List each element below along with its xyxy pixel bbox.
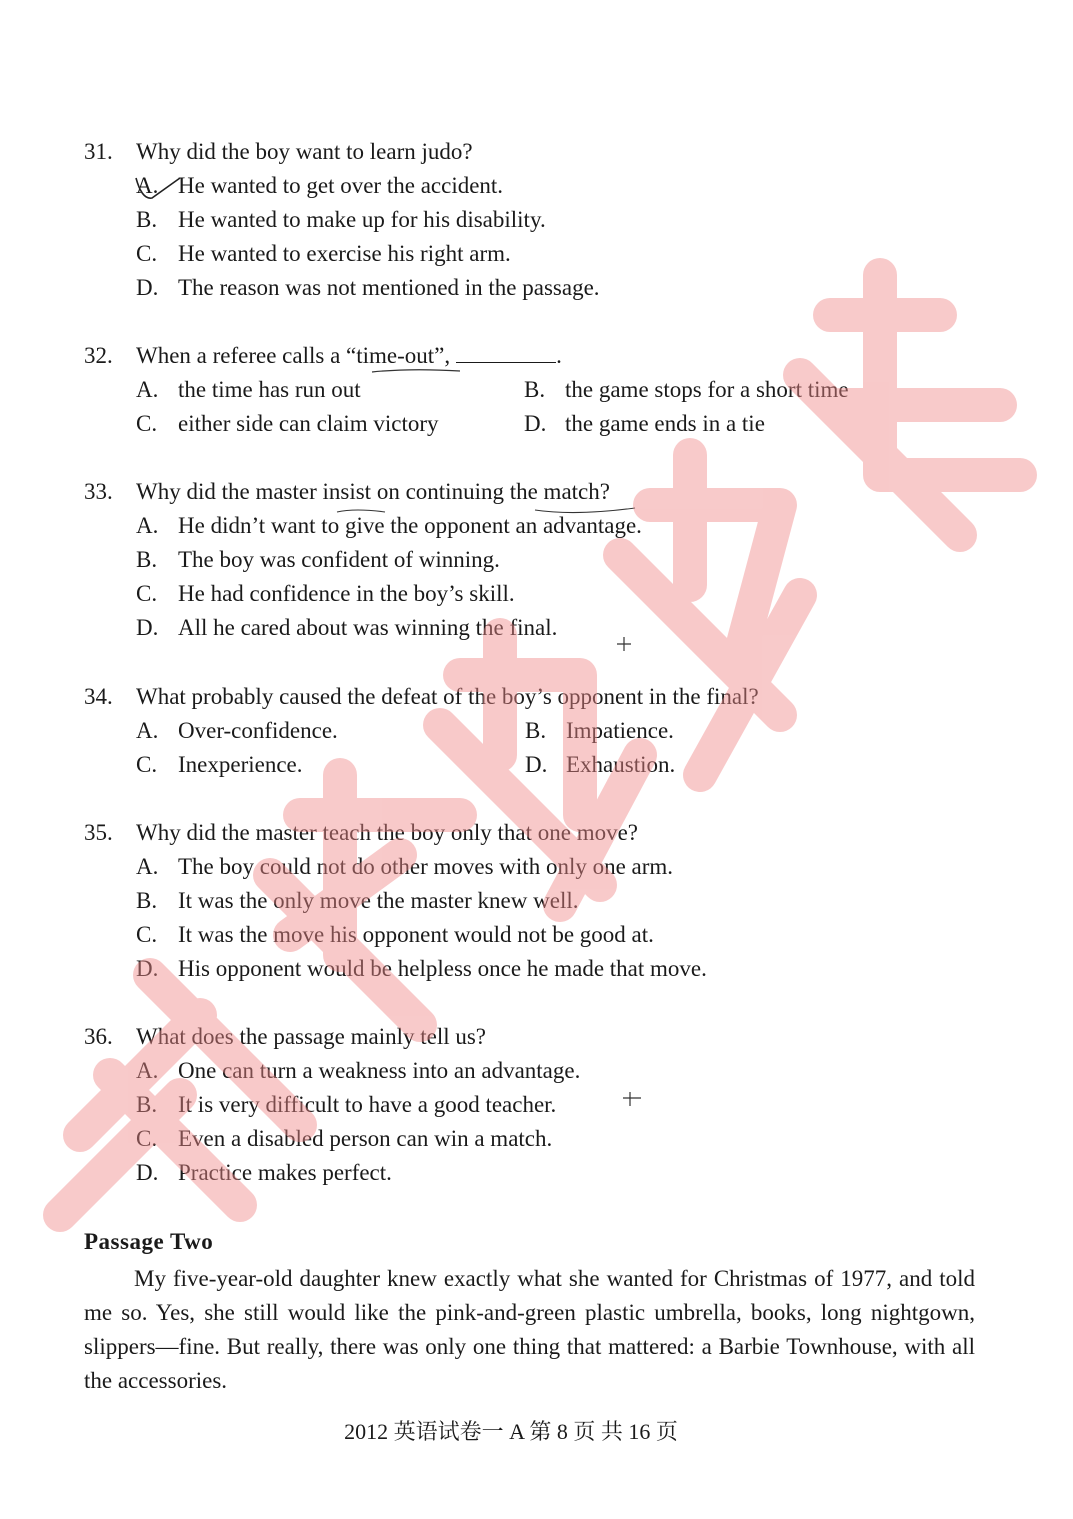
option-text: His opponent would be helpless once he made that move.	[178, 956, 707, 981]
option-text: The reason was not mentioned in the passage.	[178, 275, 600, 300]
question-number: 34.	[84, 684, 113, 709]
option-letter: C.	[136, 411, 158, 436]
option-text: He didn’t want to give the opponent an advantage.	[178, 513, 642, 538]
option-letter: B.	[136, 1092, 158, 1117]
option-letter: A.	[136, 173, 159, 198]
question-number: 35.	[84, 820, 113, 845]
option-letter: B.	[136, 547, 158, 572]
option-letter: B.	[524, 377, 546, 402]
option-text: He wanted to exercise his right arm.	[178, 241, 511, 266]
option-text: It was the move his opponent would not be good at.	[178, 922, 654, 947]
option-letter: C.	[136, 581, 158, 606]
option-text: Inexperience.	[178, 752, 303, 777]
option-text: the game stops for a short time	[565, 377, 849, 402]
option-letter: C.	[136, 1126, 158, 1151]
option-letter: B.	[136, 207, 158, 232]
option-text: The boy was confident of winning.	[178, 547, 500, 572]
option-letter: D.	[136, 275, 159, 300]
option-text: He wanted to make up for his disability.	[178, 207, 546, 232]
question-stem: What probably caused the defeat of the boy’s opponent in the final?	[136, 684, 759, 709]
option-letter: C.	[136, 241, 158, 266]
option-letter: A.	[136, 854, 159, 879]
option-letter: B.	[525, 718, 547, 743]
passage-paragraph: My five-year-old daughter knew exactly what she wanted for Christmas of 1977, and told me so. Yes, she still would like the pink-and-green plastic umbrella, books, long nightgown, slippers—fine. But really, there was only one thing that mattered: a Barbie Townhouse, with all the accessories.	[84, 1266, 975, 1393]
option-letter: D.	[136, 615, 159, 640]
option-text: either side can claim victory	[178, 411, 439, 436]
option-text: The boy could not do other moves with only one arm.	[178, 854, 674, 879]
question-stem: Why did the boy want to learn judo?	[136, 139, 473, 164]
option-text: He wanted to get over the accident.	[178, 173, 504, 198]
option-text: It is very difficult to have a good teacher.	[178, 1092, 557, 1117]
question-number: 31.	[84, 139, 113, 164]
handwritten-tick-mark	[130, 170, 190, 210]
option-text: the game ends in a tie	[565, 411, 765, 436]
handwritten-underline	[335, 504, 655, 518]
option-text: Over-confidence.	[178, 718, 338, 743]
question-stem-group	[136, 342, 562, 370]
option-letter: C.	[136, 922, 158, 947]
option-text: Exhaustion.	[566, 752, 676, 777]
option-text: One can turn a weakness into an advantage.	[178, 1058, 581, 1083]
handwritten-cross-mark	[620, 1090, 644, 1108]
option-letter: A.	[136, 718, 159, 743]
question-number: 33.	[84, 479, 113, 504]
option-letter: B.	[136, 888, 158, 913]
answer-blank	[456, 344, 556, 363]
option-letter: D.	[525, 752, 548, 777]
watermark-stroke	[800, 275, 1020, 535]
option-text: Even a disabled person can win a match.	[178, 1126, 553, 1151]
question-stem: When a referee calls a “time-out”,	[136, 343, 451, 368]
option-letter: D.	[136, 1160, 159, 1185]
option-letter: C.	[136, 752, 158, 777]
question-number: 32.	[84, 343, 113, 368]
page-footer: 2012 英语试卷一 A 第 8 页 共 16 页	[344, 1419, 678, 1444]
stem-end: .	[556, 343, 562, 368]
option-letter: D.	[136, 956, 159, 981]
question-number: 36.	[84, 1024, 113, 1049]
option-letter: A.	[136, 513, 159, 538]
question-stem: Why did the master teach the boy only that one move?	[136, 820, 639, 845]
option-text: He had confidence in the boy’s skill.	[178, 581, 515, 606]
handwritten-underline	[370, 366, 470, 376]
option-letter: D.	[524, 411, 547, 436]
handwritten-cross-mark	[614, 634, 634, 654]
option-letter: A.	[136, 377, 159, 402]
option-text: Impatience.	[566, 718, 674, 743]
question-stem: What does the passage mainly tell us?	[136, 1024, 487, 1049]
option-text: the time has run out	[178, 377, 361, 402]
option-text: Practice makes perfect.	[178, 1160, 392, 1185]
option-text: It was the only move the master knew well.	[178, 888, 579, 913]
question-stem: Why did the master insist on continuing the match?	[136, 479, 610, 504]
passage-title: Passage Two	[84, 1229, 214, 1254]
option-text: All he cared about was winning the final.	[178, 615, 558, 640]
option-letter: A.	[136, 1058, 159, 1083]
